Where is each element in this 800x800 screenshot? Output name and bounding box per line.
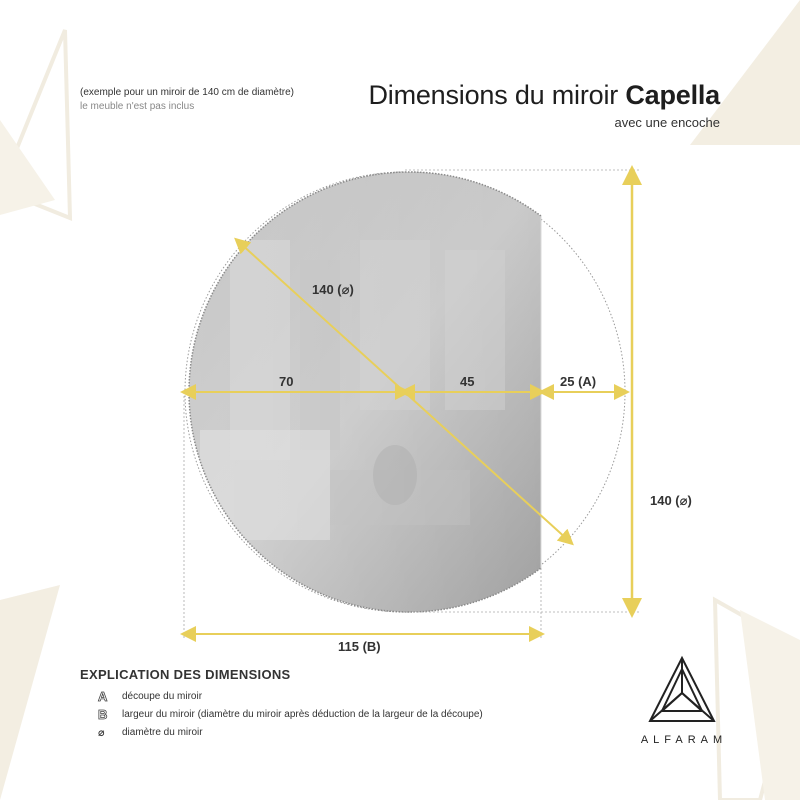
logo-triangle-icon <box>647 655 717 725</box>
label-diameter-diagonal: 140 (⌀) <box>312 282 354 297</box>
legend-symbol-b: B <box>98 706 108 722</box>
note-furniture: le meuble n'est pas inclus <box>80 101 195 112</box>
dimensions-legend <box>80 667 483 741</box>
title-prefix: Dimensions du miroir <box>368 80 626 110</box>
legend-title: EXPLICATION DES DIMENSIONS <box>80 667 291 682</box>
note-example: (exemple pour un miroir de 140 cm de diamètre) <box>80 87 294 98</box>
brand-name: ALFARAM <box>640 734 728 746</box>
label-cut-a: 25 (A) <box>560 374 597 389</box>
legend-text-a: découpe du miroir <box>122 690 203 702</box>
legend-symbol-diameter: ⌀ <box>98 726 105 739</box>
label-width-b: 115 (B) <box>338 639 381 654</box>
label-radius-70: 70 <box>279 374 294 389</box>
legend-item <box>80 705 483 723</box>
legend-item <box>80 687 483 705</box>
label-width-45: 45 <box>460 374 475 389</box>
legend-item <box>80 723 483 741</box>
legend-text-diameter: diamètre du miroir <box>122 726 203 738</box>
legend-text-b: largeur du miroir (diamètre du miroir après déduction de la largeur de la découpe) <box>122 708 483 720</box>
brand-logo <box>632 655 732 746</box>
mirror-surface <box>180 170 550 620</box>
product-name: Capella <box>625 80 720 110</box>
page-subtitle: avec une encoche <box>614 115 720 130</box>
legend-symbol-a: A <box>98 688 108 704</box>
label-height-diameter: 140 (⌀) <box>650 493 692 508</box>
